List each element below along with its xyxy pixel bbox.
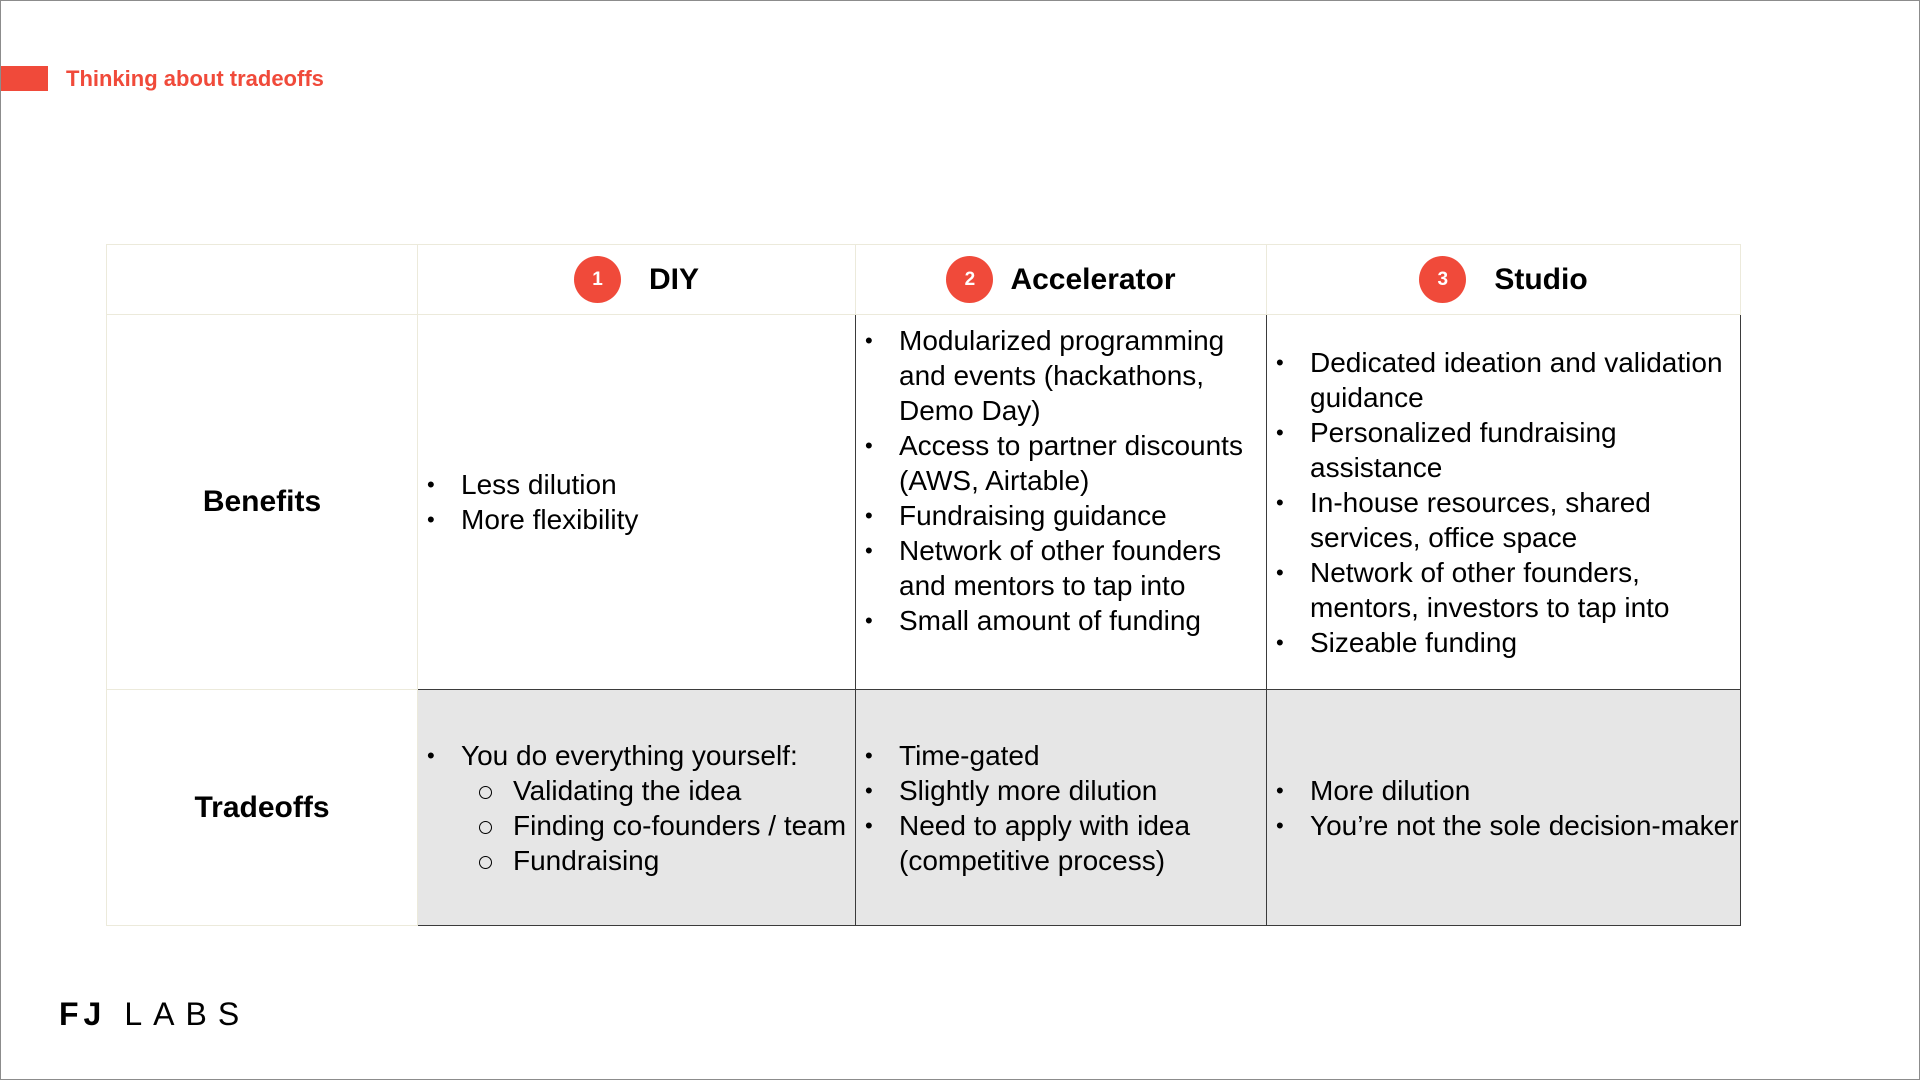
row-label-benefits: Benefits [107, 315, 418, 690]
sub-list-item: Fundraising [461, 843, 855, 878]
list-item: • Dedicated ideation and validation guidance [1275, 345, 1740, 415]
list-item: • Small amount of funding [864, 603, 1266, 638]
list-item: • More flexibility [426, 502, 855, 537]
sub-list-item: Finding co-founders / team [461, 808, 855, 843]
list-item: • Fundraising guidance [864, 498, 1266, 533]
column-header-studio [1267, 245, 1741, 315]
list-item: • Time-gated [864, 738, 1266, 773]
company-logo [59, 996, 250, 1032]
corner-cell [107, 245, 418, 315]
logo-primary: FJ [59, 996, 107, 1032]
cell-benefits-diy [418, 315, 856, 690]
list-item: • More dilution [1275, 773, 1740, 808]
cell-benefits-accelerator [856, 315, 1267, 690]
list-item: • Access to partner discounts (AWS, Airtable) [864, 428, 1266, 498]
sub-list-item: Validating the idea [461, 773, 855, 808]
list-item: • Need to apply with idea (competitive process) [864, 808, 1266, 878]
section-title: Thinking about tradeoffs [66, 66, 324, 91]
header-row [107, 245, 1741, 315]
list-item: • Modularized programming and events (hackathons, Demo Day) [864, 323, 1266, 428]
cell-tradeoffs-diy [418, 690, 856, 926]
cell-benefits-studio [1267, 315, 1741, 690]
cell-tradeoffs-studio [1267, 690, 1741, 926]
comparison-table [106, 244, 1741, 926]
column-label-diy: DIY [648, 262, 699, 296]
list-item [426, 738, 855, 878]
list-item: • Network of other founders, mentors, investors to tap into [1275, 555, 1740, 625]
number-badge-2: 2 [946, 256, 993, 303]
logo-secondary: LABS [124, 996, 251, 1032]
list-item-text: You do everything yourself: [461, 739, 798, 771]
list-item: • Network of other founders and mentors to tap into [864, 533, 1266, 603]
cell-tradeoffs-accelerator [856, 690, 1267, 926]
column-header-diy [418, 245, 856, 315]
benefits-row [107, 315, 1741, 690]
list-item: • Sizeable funding [1275, 625, 1740, 660]
number-badge-1: 1 [574, 256, 621, 303]
column-header-accelerator [856, 245, 1267, 315]
list-item: • You’re not the sole decision-maker [1275, 808, 1740, 843]
section-marker-bar [1, 66, 48, 91]
list-item: • In-house resources, shared services, office space [1275, 485, 1740, 555]
column-label-studio: Studio [1494, 262, 1588, 296]
tradeoffs-row [107, 690, 1741, 926]
column-label-accelerator: Accelerator [1010, 262, 1176, 296]
row-label-tradeoffs: Tradeoffs [107, 690, 418, 926]
number-badge-3: 3 [1419, 256, 1466, 303]
list-item: • Personalized fundraising assistance [1275, 415, 1740, 485]
list-item: • Slightly more dilution [864, 773, 1266, 808]
list-item: • Less dilution [426, 467, 855, 502]
